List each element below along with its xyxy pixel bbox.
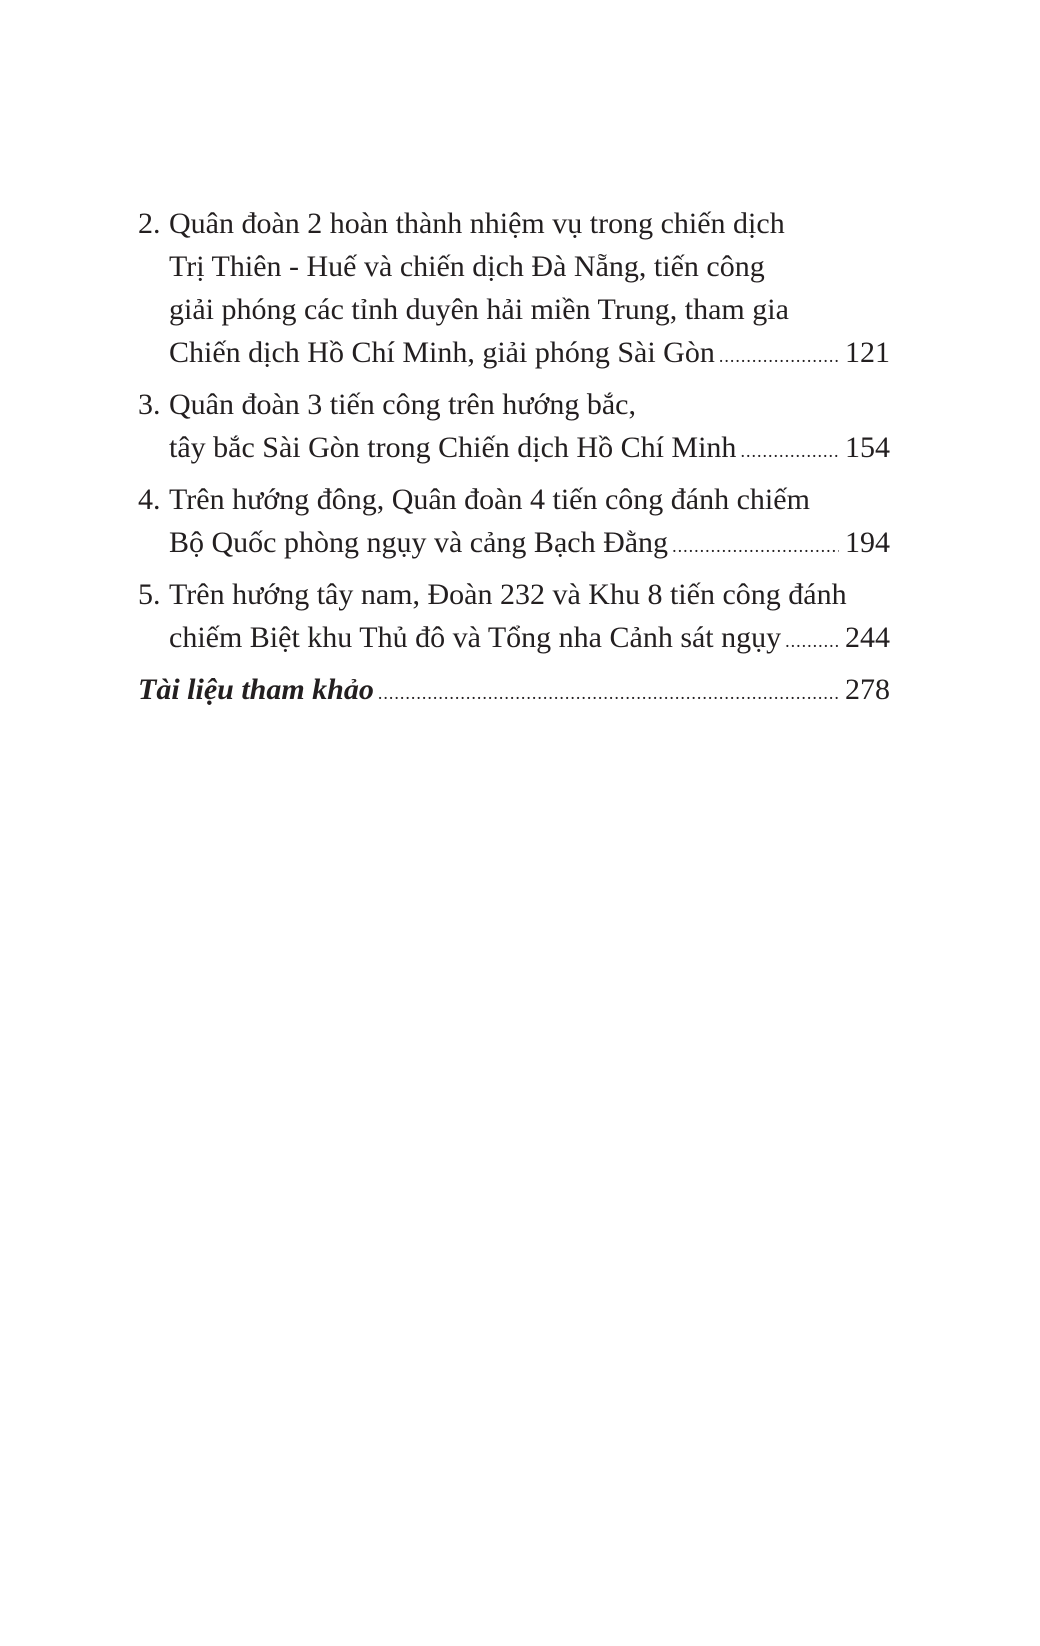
dot-leader <box>672 525 839 568</box>
toc-entry-text: Trên hướng đông, Quân đoàn 4 tiến công đánh chiếm <box>169 483 810 516</box>
table-of-contents <box>138 202 890 720</box>
toc-entry-line <box>138 521 890 568</box>
toc-entry-text: Trị Thiên - Huế và chiến dịch Đà Nẵng, tiến công <box>169 250 765 283</box>
toc-page-number: 154 <box>845 431 890 464</box>
dot-leader <box>785 620 839 663</box>
toc-entry-line <box>138 426 890 473</box>
toc-entry-2[interactable] <box>138 202 890 378</box>
toc-entry-text: Quân đoàn 3 tiến công trên hướng bắc, <box>169 388 636 421</box>
toc-entry-text: Quân đoàn 2 hoàn thành nhiệm vụ trong chiến dịch <box>169 207 785 240</box>
toc-entry-line <box>138 478 890 521</box>
toc-entry-text: chiếm Biệt khu Thủ đô và Tổng nha Cảnh sát ngụy <box>169 621 782 654</box>
toc-entry-line <box>138 202 890 245</box>
toc-entry-5[interactable] <box>138 573 890 663</box>
bibliography-title: Tài liệu tham khảo <box>138 673 374 706</box>
toc-entry-bibliography[interactable] <box>138 668 890 715</box>
toc-page-number: 194 <box>845 526 890 559</box>
toc-entry-3[interactable] <box>138 383 890 473</box>
toc-entry-text: tây bắc Sài Gòn trong Chiến dịch Hồ Chí Minh <box>169 431 737 464</box>
toc-entry-line <box>138 668 890 715</box>
dot-leader <box>740 430 839 473</box>
toc-page-number: 278 <box>845 673 890 706</box>
toc-entry-number: 3. <box>138 388 161 421</box>
toc-entry-line <box>138 616 890 663</box>
toc-page-number: 244 <box>845 621 890 654</box>
dot-leader <box>378 672 839 715</box>
toc-entry-text: Trên hướng tây nam, Đoàn 232 và Khu 8 tiến công đánh <box>169 578 847 611</box>
dot-leader <box>719 335 839 378</box>
toc-entry-line <box>138 288 890 331</box>
toc-entry-text: giải phóng các tỉnh duyên hải miền Trung, tham gia <box>169 293 789 326</box>
toc-entry-number: 2. <box>138 207 161 240</box>
toc-entry-number: 4. <box>138 483 161 516</box>
toc-entry-4[interactable] <box>138 478 890 568</box>
toc-entry-line <box>138 383 890 426</box>
toc-page-number: 121 <box>845 336 890 369</box>
toc-entry-text: Chiến dịch Hồ Chí Minh, giải phóng Sài Gòn <box>169 336 715 369</box>
toc-entry-line <box>138 245 890 288</box>
toc-entry-line <box>138 331 890 378</box>
toc-entry-number: 5. <box>138 578 161 611</box>
toc-entry-line <box>138 573 890 616</box>
toc-entry-text: Bộ Quốc phòng ngụy và cảng Bạch Đằng <box>169 526 669 559</box>
